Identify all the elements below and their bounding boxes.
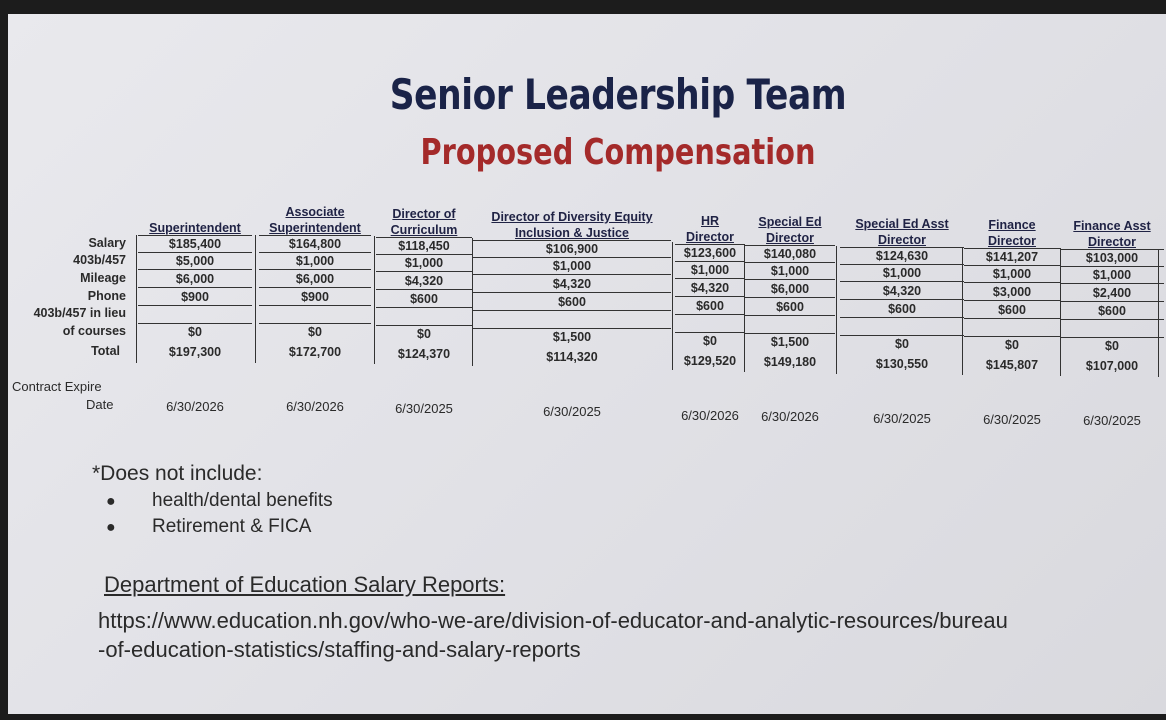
table-cell: $4,320 bbox=[552, 277, 592, 291]
table-cell: $185,400 bbox=[168, 237, 222, 251]
grid-line bbox=[745, 245, 835, 246]
table-cell: $6,000 bbox=[295, 272, 335, 286]
slide-title: Senior Leadership Team bbox=[389, 70, 847, 119]
table-cell: $1,000 bbox=[1092, 268, 1132, 282]
grid-line bbox=[964, 265, 1060, 266]
column-header: Inclusion & Justice bbox=[515, 226, 629, 240]
grid-line bbox=[259, 323, 371, 324]
grid-line bbox=[472, 238, 473, 366]
table-cell: $3,000 bbox=[992, 285, 1032, 299]
table-cell: $106,900 bbox=[545, 242, 599, 256]
grid-line bbox=[840, 299, 964, 300]
total-cell: $129,520 bbox=[683, 354, 737, 368]
total-cell: $124,370 bbox=[397, 347, 451, 361]
table-cell: $103,000 bbox=[1085, 251, 1139, 265]
row-label-403b: 403b/457 bbox=[73, 253, 126, 267]
table-cell: $600 bbox=[410, 292, 438, 306]
grid-line bbox=[675, 261, 745, 262]
grid-line bbox=[964, 300, 1060, 301]
row-label-total: Total bbox=[91, 344, 120, 358]
table-cell: $0 bbox=[703, 334, 717, 348]
grid-line bbox=[376, 271, 472, 272]
grid-line bbox=[1060, 266, 1164, 267]
contract-date: 6/30/2026 bbox=[761, 409, 819, 424]
grid-line bbox=[473, 310, 671, 311]
column-header: Associate bbox=[285, 205, 345, 219]
grid-line bbox=[473, 240, 671, 241]
table-cell: $0 bbox=[188, 325, 202, 339]
column-header: Superintendent bbox=[149, 221, 241, 235]
table-cell: $0 bbox=[308, 325, 322, 339]
column-header: Finance Asst bbox=[1073, 219, 1151, 233]
grid-line bbox=[745, 315, 835, 316]
grid-line bbox=[745, 333, 835, 334]
column-header: Finance bbox=[988, 218, 1036, 232]
grid-line bbox=[138, 287, 252, 288]
grid-line bbox=[840, 281, 964, 282]
contract-date: 6/30/2025 bbox=[983, 412, 1041, 427]
grid-line bbox=[376, 237, 472, 238]
table-cell: $2,400 bbox=[1092, 286, 1132, 300]
grid-line bbox=[836, 246, 837, 374]
table-cell: $0 bbox=[895, 337, 909, 351]
slide bbox=[8, 14, 1166, 714]
bullet-icon: ● bbox=[106, 519, 116, 536]
contract-label-1: Contract Expire bbox=[12, 379, 102, 394]
grid-line bbox=[136, 235, 137, 363]
grid-line bbox=[259, 269, 371, 270]
table-cell: $1,000 bbox=[992, 267, 1032, 281]
grid-line bbox=[138, 269, 252, 270]
contract-label-2: Date bbox=[86, 397, 114, 412]
total-cell: $130,550 bbox=[875, 357, 929, 371]
table-cell: $600 bbox=[696, 299, 724, 313]
url-line-1[interactable]: https://www.education.nh.gov/who-we-are/division-of-educator-and-analytic-resources/bureau bbox=[98, 608, 1008, 633]
table-cell: $4,320 bbox=[882, 284, 922, 298]
grid-line bbox=[259, 305, 371, 306]
contract-date: 6/30/2026 bbox=[681, 408, 739, 423]
grid-line bbox=[138, 305, 252, 306]
grid-line bbox=[964, 282, 1060, 283]
grid-line bbox=[138, 235, 252, 236]
contract-date: 6/30/2026 bbox=[166, 399, 224, 414]
grid-line bbox=[259, 252, 371, 253]
table-cell: $5,000 bbox=[175, 254, 215, 268]
note-heading: *Does not include: bbox=[92, 462, 263, 485]
row-label-salary: Salary bbox=[88, 236, 126, 250]
grid-line bbox=[473, 292, 671, 293]
table-cell: $1,000 bbox=[404, 256, 444, 270]
total-cell: $197,300 bbox=[168, 345, 222, 359]
table-cell: $140,080 bbox=[763, 247, 817, 261]
grid-line bbox=[675, 278, 745, 279]
column-header: Superintendent bbox=[269, 221, 361, 235]
column-header: Director bbox=[988, 234, 1036, 248]
grid-line bbox=[1060, 249, 1164, 250]
grid-line bbox=[1060, 319, 1164, 320]
grid-line bbox=[473, 328, 671, 329]
grid-line bbox=[962, 247, 963, 375]
table-cell: $1,000 bbox=[882, 266, 922, 280]
grid-line bbox=[473, 257, 671, 258]
table-cell: $1,000 bbox=[770, 264, 810, 278]
grid-line bbox=[1060, 248, 1061, 376]
table-cell: $1,000 bbox=[295, 254, 335, 268]
table-cell: $6,000 bbox=[770, 282, 810, 296]
table-cell: $600 bbox=[998, 303, 1026, 317]
table-cell: $900 bbox=[181, 290, 209, 304]
column-header: Director bbox=[686, 230, 734, 244]
grid-line bbox=[376, 289, 472, 290]
note-item-label: health/dental benefits bbox=[152, 490, 333, 511]
grid-line bbox=[1060, 337, 1164, 338]
table-cell: $600 bbox=[558, 295, 586, 309]
contract-date: 6/30/2025 bbox=[395, 401, 453, 416]
column-header: Director bbox=[878, 233, 926, 247]
table-cell: $1,000 bbox=[552, 259, 592, 273]
grid-line bbox=[473, 274, 671, 275]
contract-date: 6/30/2025 bbox=[543, 404, 601, 419]
column-header: Director of Diversity Equity bbox=[491, 210, 653, 224]
table-cell: $118,450 bbox=[398, 239, 450, 253]
grid-line bbox=[672, 242, 673, 370]
grid-line bbox=[138, 252, 252, 253]
bullet-icon: ● bbox=[106, 493, 116, 510]
note-item bbox=[106, 516, 311, 538]
contract-date: 6/30/2025 bbox=[873, 411, 931, 426]
grid-line bbox=[259, 287, 371, 288]
contract-date: 6/30/2025 bbox=[1083, 413, 1141, 428]
table-cell: $0 bbox=[1105, 339, 1119, 353]
table-cell: $600 bbox=[776, 300, 804, 314]
total-cell: $172,700 bbox=[288, 345, 342, 359]
grid-line bbox=[675, 296, 745, 297]
grid-line bbox=[1158, 249, 1159, 377]
slide-subtitle: Proposed Compensation bbox=[420, 132, 816, 173]
table-cell: $600 bbox=[1098, 304, 1126, 318]
grid-line bbox=[376, 254, 472, 255]
grid-line bbox=[745, 297, 835, 298]
grid-line bbox=[964, 248, 1060, 249]
column-header: Special Ed Asst bbox=[855, 217, 949, 231]
grid-line bbox=[675, 314, 745, 315]
grid-line bbox=[840, 264, 964, 265]
column-header: Director bbox=[1088, 235, 1136, 249]
table-cell: $1,500 bbox=[770, 335, 810, 349]
table-cell: $6,000 bbox=[175, 272, 215, 286]
table-cell: $0 bbox=[1005, 338, 1019, 352]
table-cell: $1,500 bbox=[552, 330, 592, 344]
grid-line bbox=[840, 247, 964, 248]
table-cell: $123,600 bbox=[683, 246, 737, 260]
grid-line bbox=[1060, 301, 1164, 302]
contract-date: 6/30/2026 bbox=[286, 399, 344, 414]
grid-line bbox=[840, 317, 964, 318]
table-cell: $600 bbox=[888, 302, 916, 316]
salary-reports-heading: Department of Education Salary Reports: bbox=[104, 572, 506, 597]
grid-line bbox=[259, 235, 371, 236]
column-header: Curriculum bbox=[390, 223, 458, 237]
table-cell: $1,000 bbox=[690, 263, 730, 277]
total-cell: $114,320 bbox=[546, 350, 598, 364]
grid-line bbox=[964, 336, 1060, 337]
row-label-lieu-2: of courses bbox=[62, 324, 126, 338]
salary-reports-url[interactable] bbox=[98, 606, 1158, 664]
note-item bbox=[106, 490, 333, 512]
grid-line bbox=[675, 332, 745, 333]
grid-line bbox=[255, 235, 256, 363]
row-label-phone: Phone bbox=[87, 289, 126, 303]
table-cell: $141,207 bbox=[985, 250, 1039, 264]
grid-line bbox=[675, 244, 745, 245]
table-cell: $4,320 bbox=[690, 281, 730, 295]
row-label-mileage: Mileage bbox=[80, 271, 126, 285]
grid-line bbox=[1060, 283, 1164, 284]
table-cell: $900 bbox=[301, 290, 329, 304]
grid-line bbox=[964, 318, 1060, 319]
grid-line bbox=[840, 335, 964, 336]
column-header: Director bbox=[766, 231, 814, 245]
column-header: Director of bbox=[392, 207, 456, 221]
column-header: Special Ed bbox=[758, 215, 822, 229]
grid-line bbox=[376, 307, 472, 308]
total-cell: $145,807 bbox=[985, 358, 1039, 372]
url-line-2[interactable]: -of-education-statistics/staffing-and-salary-reports bbox=[98, 637, 581, 662]
grid-line bbox=[138, 323, 252, 324]
note-item-label: Retirement & FICA bbox=[152, 516, 312, 537]
row-label-lieu-1: 403b/457 in lieu bbox=[33, 306, 126, 320]
table-cell: $164,800 bbox=[288, 237, 342, 251]
grid-line bbox=[745, 279, 835, 280]
grid-line bbox=[374, 236, 375, 364]
grid-line bbox=[745, 262, 835, 263]
table-cell: $124,630 bbox=[875, 249, 929, 263]
grid-line bbox=[376, 325, 472, 326]
table-cell: $4,320 bbox=[404, 274, 444, 288]
column-header: HR bbox=[700, 214, 720, 228]
total-cell: $149,180 bbox=[763, 355, 817, 369]
grid-line bbox=[744, 244, 745, 372]
total-cell: $107,000 bbox=[1085, 359, 1139, 373]
table-cell: $0 bbox=[417, 327, 431, 341]
